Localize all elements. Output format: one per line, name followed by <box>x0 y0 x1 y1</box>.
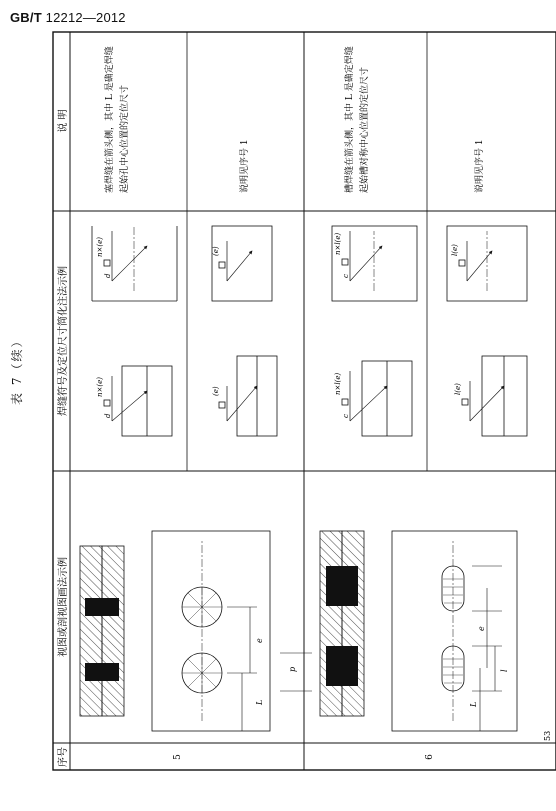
slot-sym-a1: n×l(e) <box>334 372 342 395</box>
standard-prefix: GB/T <box>10 10 42 25</box>
label-e-5: e <box>255 638 264 643</box>
seq-5: 5 <box>173 754 183 760</box>
plug-weld-plan-view <box>152 531 312 731</box>
label-d-5b: d <box>104 273 112 278</box>
desc-5a: 塞焊缝在箭头侧，其中 L 是确定焊缝 <box>105 46 115 193</box>
desc-5b: 说明见序号 1 <box>240 139 250 193</box>
seq-6: 6 <box>425 754 435 760</box>
slot-symbol-diagram-a <box>332 226 417 436</box>
label-d-5a: d <box>104 413 112 418</box>
label-e-6: e <box>477 626 486 631</box>
desc-6a-2: 起始槽对称中心位置的定位尺寸 <box>360 66 370 193</box>
plug-sym-b1: (e) <box>212 386 220 396</box>
slot-sym-a2: n×l(e) <box>334 232 342 255</box>
slot-symbol-diagram-b <box>447 226 527 436</box>
slot-weld-plan-view <box>392 531 517 731</box>
plug-sym-a1: n×(e) <box>96 377 104 397</box>
plug-symbol-diagram-b <box>212 226 277 436</box>
standard-number: 12212—2012 <box>45 10 126 25</box>
plug-symbol-diagram-a <box>92 226 177 436</box>
slot-weld-section-view <box>320 531 364 716</box>
desc-6a: 槽焊缝在箭头侧，其中 L 是确定焊缝 <box>345 46 355 193</box>
header-view: 视图或剖视图画法示例 <box>58 557 69 657</box>
label-c-6b: c <box>342 274 350 278</box>
header-seq: 序号 <box>58 747 69 767</box>
label-L-5: L <box>255 699 264 705</box>
slot-sym-b1: l(e) <box>454 383 462 395</box>
plug-sym-b2: (e) <box>212 246 220 256</box>
table-caption: 表 7（续） <box>10 333 24 405</box>
label-l-6: l <box>500 669 509 672</box>
slot-sym-b2: l(e) <box>451 244 459 256</box>
header-symbol: 焊缝符号及定位尺寸简化注法示例 <box>58 266 69 416</box>
label-L-6: L <box>469 701 478 707</box>
desc-5a-2: 起始孔中心位置的定位尺寸 <box>120 84 130 193</box>
plug-sym-a2: n×(e) <box>96 237 104 257</box>
standard-code <box>10 10 126 25</box>
page-number: 53 <box>543 730 552 741</box>
desc-6b: 说明见序号 1 <box>475 139 485 193</box>
rotated-table <box>52 31 556 771</box>
weld-table <box>52 31 556 771</box>
header-desc: 说 明 <box>58 109 69 133</box>
label-c-6a: c <box>342 414 350 418</box>
label-p-5: p <box>288 666 297 672</box>
plug-weld-section-view <box>80 546 124 716</box>
